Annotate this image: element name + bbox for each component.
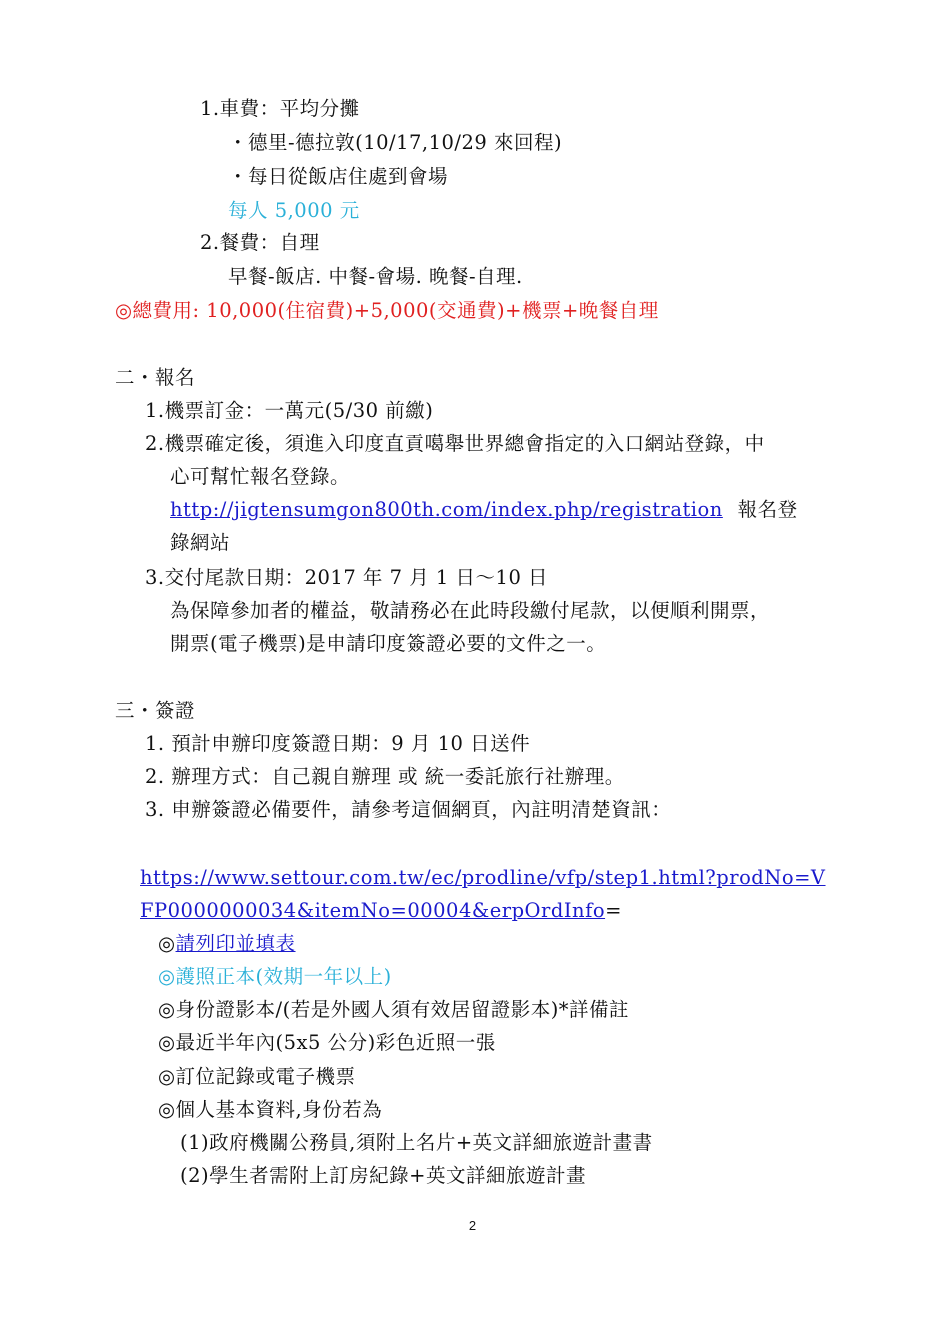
meal-item: 2.餐費：自理 bbox=[200, 231, 320, 254]
total-cost: ◎總費用: 10,000(住宿費)+5,000(交通費)+機票+晚餐自理 bbox=[115, 299, 659, 322]
visa-link-part1[interactable]: https://www.settour.com.tw/ec/prodline/vfp/step1.html?prodNo=V bbox=[140, 866, 826, 889]
requirement-passport: ◎護照正本(效期一年以上) bbox=[158, 965, 392, 988]
registration-item-line1: 2.機票確定後，須進入印度直貢噶舉世界總會指定的入口網站登錄，中 bbox=[145, 432, 765, 455]
visa-requirements-item: 3. 申辦簽證必備要件，請參考這個網頁，內註明清楚資訊： bbox=[145, 798, 672, 821]
visa-url-line1 bbox=[140, 866, 826, 890]
balance-item: 3.交付尾款日期：2017 年 7 月 1 日～10 日 bbox=[145, 566, 549, 589]
requirement-id-copy: ◎身份證影本/(若是外國人須有效居留證影本)*詳備註 bbox=[158, 998, 630, 1021]
requirement-form bbox=[158, 932, 296, 956]
visa-url-line2 bbox=[140, 899, 622, 923]
requirement-sub-civil-servant: (1)政府機關公務員,須附上名片+英文詳細旅遊計畫書 bbox=[180, 1131, 653, 1154]
section-heading-visa: 三・簽證 bbox=[115, 699, 196, 722]
requirement-photo: ◎最近半年內(5x5 公分)彩色近照一張 bbox=[158, 1031, 496, 1054]
fare-bullet-daily: ・每日從飯店住處到會場 bbox=[228, 165, 449, 188]
visa-date-item: 1. 預計申辦印度簽證日期：9 月 10 日送件 bbox=[145, 732, 531, 755]
visa-url-tail: = bbox=[605, 899, 622, 922]
visa-method-item: 2. 辦理方式：自己親自辦理 或 統一委託旅行社辦理。 bbox=[145, 765, 625, 788]
registration-url-label: 錄網站 bbox=[170, 531, 231, 554]
circle-mark-icon: ◎ bbox=[158, 932, 176, 955]
deposit-item: 1.機票訂金：一萬元(5/30 前繳) bbox=[145, 399, 434, 422]
balance-note-line2: 開票(電子機票)是申請印度簽證必要的文件之一。 bbox=[170, 632, 607, 655]
page-number: 2 bbox=[468, 1218, 477, 1233]
registration-link[interactable]: http://jigtensumgon800th.com/index.php/registration bbox=[170, 498, 723, 521]
requirement-sub-student: (2)學生者需附上訂房紀錄+英文詳細旅遊計畫 bbox=[180, 1164, 586, 1187]
requirement-booking: ◎訂位記錄或電子機票 bbox=[158, 1065, 356, 1088]
balance-note-line1: 為保障參加者的權益，敬請務必在此時段繳付尾款，以便順利開票， bbox=[170, 599, 771, 622]
requirement-personal-info: ◎個人基本資料,身份若為 bbox=[158, 1098, 383, 1121]
meal-detail: 早餐-飯店. 中餐-會場. 晚餐-自理. bbox=[228, 265, 523, 288]
form-link[interactable]: 請列印並填表 bbox=[175, 932, 296, 955]
fare-item: 1.車費：平均分攤 bbox=[200, 97, 360, 120]
fare-per-person: 每人 5,000 元 bbox=[228, 199, 360, 222]
section-heading-registration: 二・報名 bbox=[115, 366, 196, 389]
fare-bullet-route: ・德里-德拉敦(10/17,10/29 來回程) bbox=[228, 131, 563, 154]
visa-link-part2[interactable]: FP0000000034&itemNo=00004&erpOrdInfo bbox=[140, 899, 606, 922]
registration-item-line2: 心可幫忙報名登錄。 bbox=[170, 465, 351, 488]
registration-url-line bbox=[170, 498, 798, 522]
registration-url-suffix: 報名登 bbox=[737, 498, 798, 521]
